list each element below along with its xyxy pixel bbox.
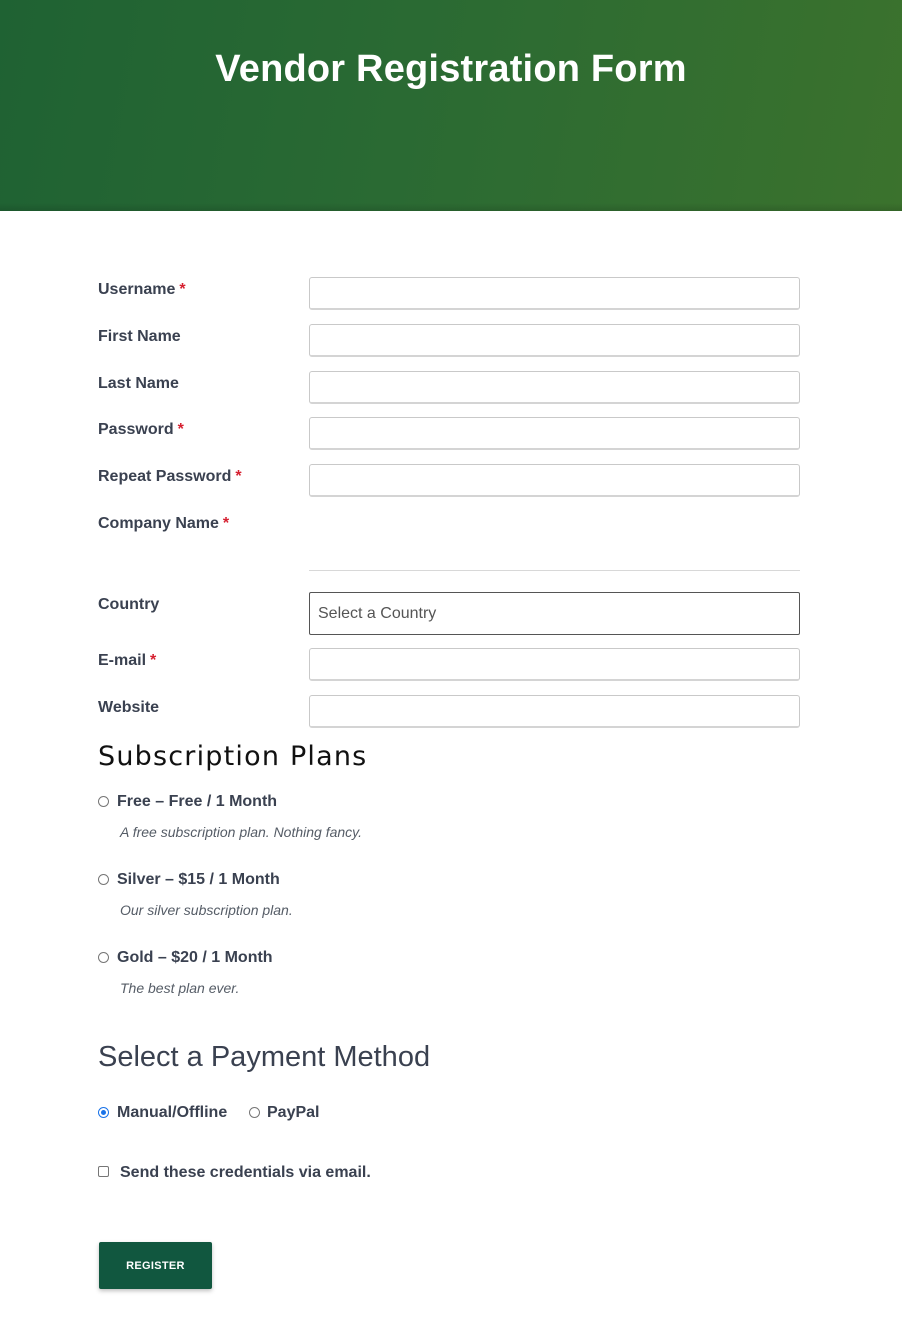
send-credentials-checkbox[interactable] — [98, 1166, 109, 1177]
required-marker: * — [150, 652, 157, 669]
username-label-text: Username — [98, 281, 176, 298]
email-label — [98, 652, 156, 670]
plan-free-radio[interactable] — [98, 796, 109, 807]
payment-paypal-radio[interactable] — [249, 1107, 260, 1118]
page-title: Vendor Registration Form — [215, 48, 687, 90]
company-name-divider — [309, 570, 800, 571]
plan-silver-label[interactable]: Silver – $15 / 1 Month — [117, 871, 280, 888]
country-select[interactable]: Select a Country — [309, 592, 800, 635]
plan-free-label[interactable]: Free – Free / 1 Month — [117, 793, 278, 810]
subscription-plans-heading: Subscription Plans — [98, 741, 368, 772]
register-button[interactable]: REGISTER — [99, 1242, 212, 1289]
password-input[interactable] — [309, 417, 800, 450]
website-label: Website — [98, 699, 160, 716]
required-marker: * — [222, 515, 230, 532]
repeat-password-input[interactable] — [309, 464, 800, 497]
payment-manual-radio[interactable] — [98, 1107, 109, 1118]
repeat-password-label-text: Repeat Password — [98, 468, 232, 485]
payment-manual-label[interactable]: Manual/Offline — [117, 1104, 228, 1121]
email-input[interactable] — [309, 648, 800, 681]
payment-method-heading: Select a Payment Method — [98, 1041, 431, 1073]
plan-silver-description: Our silver subscription plan. — [120, 902, 293, 918]
password-label — [98, 421, 184, 439]
first-name-input[interactable] — [309, 324, 800, 357]
first-name-label: First Name — [98, 328, 181, 345]
password-label-text: Password — [98, 421, 174, 438]
plan-free-description: A free subscription plan. Nothing fancy. — [120, 824, 363, 840]
required-marker: * — [235, 468, 242, 485]
email-label-text: E-mail — [98, 652, 147, 669]
last-name-label: Last Name — [98, 375, 179, 392]
plan-gold-label[interactable]: Gold – $20 / 1 Month — [117, 949, 273, 966]
repeat-password-label — [98, 468, 242, 486]
required-marker: * — [179, 281, 186, 298]
page-header — [0, 0, 902, 211]
username-input[interactable] — [309, 277, 800, 310]
required-marker: * — [177, 421, 184, 438]
username-label — [98, 281, 186, 299]
plan-silver-radio[interactable] — [98, 874, 109, 885]
website-input[interactable] — [309, 695, 800, 728]
plan-gold-description: The best plan ever. — [120, 980, 240, 996]
country-label: Country — [98, 596, 160, 613]
last-name-input[interactable] — [309, 371, 800, 404]
plan-gold-radio[interactable] — [98, 952, 109, 963]
send-credentials-label[interactable]: Send these credentials via email. — [120, 1164, 371, 1181]
company-name-label — [98, 515, 229, 533]
payment-paypal-label[interactable]: PayPal — [267, 1104, 320, 1121]
company-name-label-text: Company Name — [98, 515, 219, 532]
